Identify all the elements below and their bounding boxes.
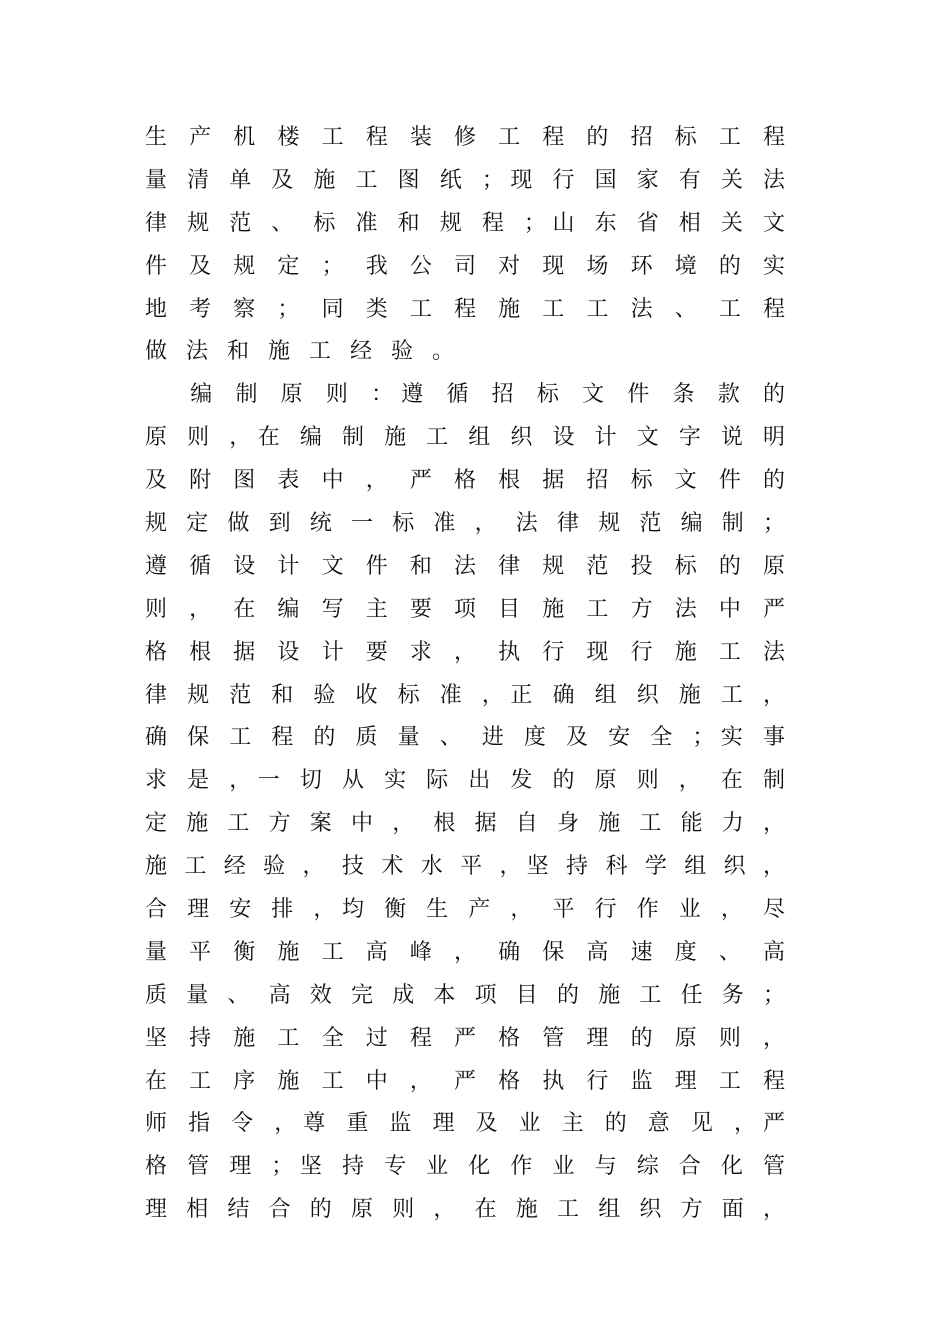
text-line-content: 编 制 原 则 ：遵 循 招 标 文 件 条 款 的 [145, 382, 794, 408]
text-line-content: 在 工 序 施 工 中 ， 严 格 执 行 监 理 工 程 [145, 1068, 793, 1094]
text-line [145, 932, 845, 975]
text-line-content: 施 工 经 验 ， 技 术 水 平 ，坚 持 科 学 组 织 ， [145, 854, 791, 880]
text-line-content: 量 清 单 及 施 工 图 纸 ；现 行 国 家 有 关 法 [145, 167, 792, 193]
text-line-content: 则 ， 在 编 写 主 要 项 目 施 工 方 法 中 严 [145, 596, 793, 622]
text-line-content: 定 施 工 方 案 中 ， 根 据 自 身 施 工 能 力 ， [145, 811, 792, 837]
text-line [145, 289, 845, 332]
text-line [145, 760, 845, 803]
text-line-content: 做 法 和 施 工 经 验 。 [145, 339, 460, 365]
text-line-content: 规 定 做 到 统 一 标 准 ， 法 律 规 范 编 制 ； [145, 511, 792, 537]
text-line-content: 师 指 令 ，尊 重 监 理 及 业 主 的 意 见 ，严 [145, 1111, 793, 1137]
text-line [145, 503, 845, 546]
text-line [145, 546, 845, 589]
text-line-content: 坚 持 施 工 全 过 程 严 格 管 理 的 原 则 ， [145, 1025, 793, 1051]
text-line-content: 确 保 工 程 的 质 量 、 进 度 及 安 全 ；实 事 [145, 725, 792, 751]
body-text [145, 117, 845, 1232]
text-line [145, 975, 845, 1018]
text-line-content: 律 规 范 、 标 准 和 规 程 ；山 东 省 相 关 文 [145, 210, 792, 236]
text-line [145, 460, 845, 503]
text-line [145, 589, 845, 632]
text-line [145, 1018, 845, 1061]
text-line-content: 合 理 安 排 ，均 衡 生 产 ， 平 行 作 业 ， 尽 [145, 897, 792, 923]
text-line [145, 1103, 845, 1146]
text-line-content: 格 管 理 ；坚 持 专 业 化 作 业 与 综 合 化 管 [145, 1154, 792, 1180]
text-line [145, 717, 845, 760]
text-line [145, 417, 845, 460]
text-line-content: 求 是 ，一 切 从 实 际 出 发 的 原 则 ， 在 制 [145, 768, 792, 794]
text-line [145, 889, 845, 932]
text-line-content: 格 根 据 设 计 要 求 ， 执 行 现 行 施 工 法 [145, 639, 793, 665]
text-line [145, 203, 845, 246]
text-line-content: 律 规 范 和 验 收 标 准 ，正 确 组 织 施 工 ， [145, 682, 792, 708]
text-line-content: 量 平 衡 施 工 高 峰 ， 确 保 高 速 度 、 高 [145, 939, 793, 965]
text-line-content: 质 量 、 高 效 完 成 本 项 目 的 施 工 任 务 ； [145, 982, 792, 1008]
text-line-content: 及 附 图 表 中 ， 严 格 根 据 招 标 文 件 的 [145, 468, 793, 494]
text-line [145, 374, 845, 417]
text-line [145, 803, 845, 846]
text-line [145, 846, 845, 889]
text-line-content: 件 及 规 定 ； 我 公 司 对 现 场 环 境 的 实 [145, 253, 793, 279]
text-line [145, 1189, 845, 1232]
text-line-content: 生 产 机 楼 工 程 装 修 工 程 的 招 标 工 程 [145, 125, 793, 150]
text-line [145, 160, 845, 203]
text-line [145, 1061, 845, 1104]
text-line [145, 675, 845, 718]
text-line-content: 地 考 察 ； 同 类 工 程 施 工 工 法 、 工 程 [145, 296, 793, 322]
text-line [145, 632, 845, 675]
text-line-content: 原 则 ，在 编 制 施 工 组 织 设 计 文 字 说 明 [145, 425, 792, 451]
text-line-content: 理 相 结 合 的 原 则 ， 在 施 工 组 织 方 面 ， [145, 1197, 792, 1223]
text-line-content: 遵 循 设 计 文 件 和 法 律 规 范 投 标 的 原 [145, 553, 793, 579]
text-line [145, 1146, 845, 1189]
text-line [145, 246, 845, 289]
text-line [145, 331, 845, 374]
text-line [145, 117, 845, 160]
